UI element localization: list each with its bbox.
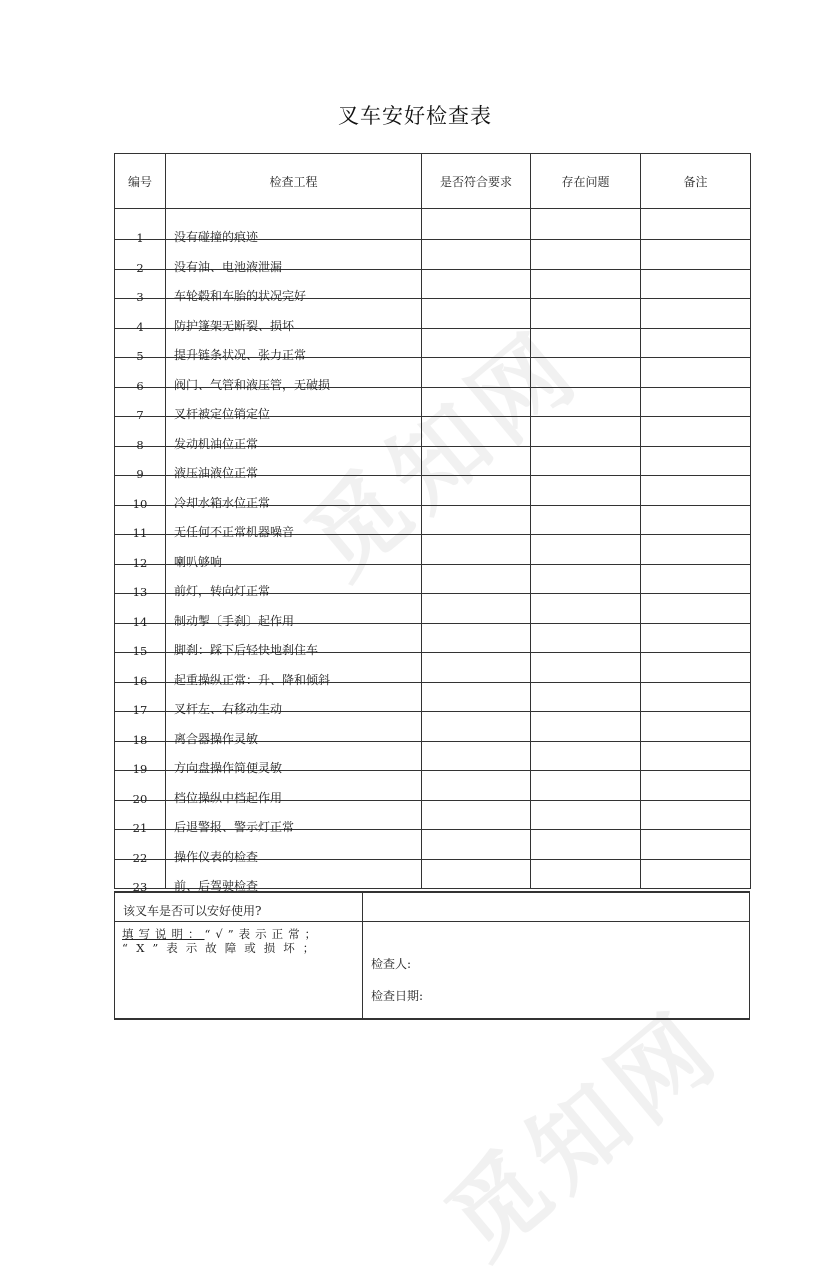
row-number — [115, 209, 166, 245]
row-item-text: 后退警报、警示灯正常 — [174, 820, 295, 834]
row-number-text: 19 — [132, 762, 148, 776]
row-item-text: 发动机油位正常 — [174, 436, 259, 451]
row-number-text: 1 — [136, 231, 144, 245]
header-number: 编号 — [115, 154, 166, 209]
row-item-text: 阀门、气管和液压管，无破损 — [174, 377, 331, 392]
row-number-text: 13 — [132, 585, 148, 599]
row-item-text: 没有油、电池液泄漏 — [174, 259, 283, 274]
compliant-cell[interactable] — [422, 299, 531, 329]
issues-cell[interactable] — [531, 712, 641, 742]
issues-cell[interactable] — [531, 358, 641, 388]
issues-cell[interactable] — [531, 623, 641, 653]
header-issues: 存在问题 — [531, 154, 641, 209]
header-compliant: 是否符合要求 — [422, 154, 531, 209]
compliant-cell[interactable] — [422, 594, 531, 624]
row-item-text: 脚刹：踩下后轻快地刹住车 — [174, 643, 319, 657]
row-item — [166, 209, 422, 244]
row-item-text: 前灯，转向灯正常 — [174, 584, 271, 598]
remarks-cell[interactable] — [641, 653, 751, 683]
compliant-cell[interactable] — [422, 417, 531, 447]
row-item-text: 无任何不正常机器噪音 — [174, 525, 295, 539]
fill-instructions-prefix: 填写说明： — [122, 927, 205, 941]
remarks-cell[interactable] — [641, 240, 751, 270]
row-number-text: 11 — [132, 526, 148, 540]
remarks-cell[interactable] — [641, 564, 751, 594]
row-number-text: 9 — [136, 467, 144, 481]
inspector-label: 检查人: — [371, 957, 412, 971]
issues-cell[interactable] — [531, 476, 641, 506]
compliant-cell[interactable] — [422, 623, 531, 653]
remarks-cell[interactable] — [641, 476, 751, 506]
compliant-cell[interactable] — [422, 387, 531, 417]
row-number-text: 2 — [136, 260, 144, 275]
remarks-cell[interactable] — [641, 328, 751, 358]
compliant-cell[interactable] — [422, 269, 531, 299]
row-number-text: 5 — [136, 349, 144, 363]
remarks-cell[interactable] — [641, 209, 751, 240]
compliant-cell[interactable] — [422, 535, 531, 565]
issues-cell[interactable] — [531, 771, 641, 801]
compliant-cell[interactable] — [422, 682, 531, 712]
issues-cell[interactable] — [531, 564, 641, 594]
issues-cell[interactable] — [531, 741, 641, 771]
remarks-cell[interactable] — [641, 623, 751, 653]
compliant-cell[interactable] — [422, 771, 531, 801]
compliant-cell[interactable] — [422, 446, 531, 476]
fill-instructions-line2: “X”表示故障或损坏； — [122, 941, 323, 955]
issues-cell[interactable] — [531, 859, 641, 889]
row-item-text: 冷却水箱水位正常 — [174, 495, 271, 510]
issues-cell[interactable] — [531, 240, 641, 270]
row-number-text: 15 — [132, 644, 148, 658]
remarks-cell[interactable] — [641, 682, 751, 712]
remarks-cell[interactable] — [641, 358, 751, 388]
row-number-text: 14 — [132, 614, 148, 629]
compliant-cell[interactable] — [422, 564, 531, 594]
remarks-cell[interactable] — [641, 712, 751, 742]
issues-cell[interactable] — [531, 299, 641, 329]
issues-cell[interactable] — [531, 209, 641, 240]
remarks-cell[interactable] — [641, 535, 751, 565]
issues-cell[interactable] — [531, 535, 641, 565]
row-number-text: 21 — [132, 821, 148, 835]
header-item: 检查工程 — [166, 154, 422, 209]
row-number-text: 20 — [132, 791, 148, 806]
row-number-text: 4 — [136, 319, 144, 334]
header-remarks: 备注 — [641, 154, 751, 209]
row-item-text: 档位操纵中档起作用 — [174, 790, 283, 805]
row-item-text: 喇叭够响 — [174, 554, 223, 569]
issues-cell[interactable] — [531, 387, 641, 417]
row-item-text: 防护篷架无断裂、损坏 — [174, 318, 295, 333]
remarks-cell[interactable] — [641, 417, 751, 447]
table-header-row — [115, 154, 751, 209]
compliant-cell[interactable] — [422, 505, 531, 535]
remarks-cell[interactable] — [641, 741, 751, 771]
row-item-text: 液压油液位正常 — [174, 466, 259, 480]
remarks-cell[interactable] — [641, 830, 751, 860]
fill-instructions-rest: “√”表示正常； — [204, 927, 322, 941]
inspect-date-label: 检查日期: — [371, 989, 424, 1003]
row-number-text: 3 — [136, 290, 144, 304]
remarks-cell[interactable] — [641, 771, 751, 801]
remarks-cell[interactable] — [641, 387, 751, 417]
issues-cell[interactable] — [531, 328, 641, 358]
compliant-cell[interactable] — [422, 209, 531, 240]
row-item-text: 叉杆左、右移动生动 — [174, 702, 283, 716]
row-number-text: 10 — [132, 496, 148, 511]
row-number-text: 8 — [136, 437, 144, 452]
row-number-text: 17 — [132, 703, 148, 717]
issues-cell[interactable] — [531, 594, 641, 624]
table-row — [115, 209, 751, 240]
remarks-cell[interactable] — [641, 446, 751, 476]
compliant-cell[interactable] — [422, 328, 531, 358]
compliant-cell[interactable] — [422, 712, 531, 742]
issues-cell[interactable] — [531, 830, 641, 860]
compliant-cell[interactable] — [422, 830, 531, 860]
row-number-text: 18 — [132, 732, 148, 747]
row-item-text: 起重操纵正常：升、降和倾斜 — [174, 672, 331, 687]
row-item-text: 方向盘操作简便灵敏 — [174, 761, 283, 775]
row-item-text: 车轮毂和车胎的状况完好 — [174, 289, 307, 303]
row-item-text: 离合器操作灵敏 — [174, 731, 259, 746]
footer-section — [114, 891, 750, 1020]
row-item-text: 制动掣〔手刹〕起作用 — [174, 613, 295, 628]
inspection-table — [114, 153, 751, 894]
remarks-cell[interactable] — [641, 594, 751, 624]
page-title: 叉车安好检查表 — [338, 104, 492, 128]
remarks-cell[interactable] — [641, 299, 751, 329]
row-item-text: 前、后驾驶检查 — [174, 879, 259, 893]
remarks-cell[interactable] — [641, 505, 751, 535]
compliant-cell[interactable] — [422, 859, 531, 889]
compliant-cell[interactable] — [422, 741, 531, 771]
remarks-cell[interactable] — [641, 800, 751, 830]
issues-cell[interactable] — [531, 269, 641, 299]
row-number-text: 22 — [132, 850, 148, 865]
watermark: 觅知网 — [286, 309, 602, 600]
watermark: 觅知网 — [426, 989, 742, 1280]
row-number-text: 16 — [132, 673, 148, 688]
issues-cell[interactable] — [531, 682, 641, 712]
row-number-text: 7 — [136, 408, 144, 422]
remarks-cell[interactable] — [641, 859, 751, 889]
remarks-cell[interactable] — [641, 269, 751, 299]
issues-cell[interactable] — [531, 505, 641, 535]
compliant-cell[interactable] — [422, 653, 531, 683]
issues-cell[interactable] — [531, 800, 641, 830]
issues-cell[interactable] — [531, 446, 641, 476]
compliant-cell[interactable] — [422, 476, 531, 506]
row-item-text: 提升链条状况、张力正常 — [174, 348, 307, 362]
issues-cell[interactable] — [531, 417, 641, 447]
compliant-cell[interactable] — [422, 800, 531, 830]
footer-divider — [362, 893, 363, 1018]
issues-cell[interactable] — [531, 653, 641, 683]
usability-question: 该叉车是否可以安好使用? — [123, 904, 262, 918]
row-item-text: 操作仪表的检查 — [174, 849, 259, 864]
row-number-text: 12 — [132, 555, 148, 570]
row-item-text: 叉杆被定位销定位 — [174, 407, 271, 421]
row-number-text: 6 — [136, 378, 144, 393]
compliant-cell[interactable] — [422, 240, 531, 270]
row-number-text: 23 — [132, 880, 148, 894]
row-item-text: 没有碰撞的痕迹 — [174, 230, 259, 244]
compliant-cell[interactable] — [422, 358, 531, 388]
